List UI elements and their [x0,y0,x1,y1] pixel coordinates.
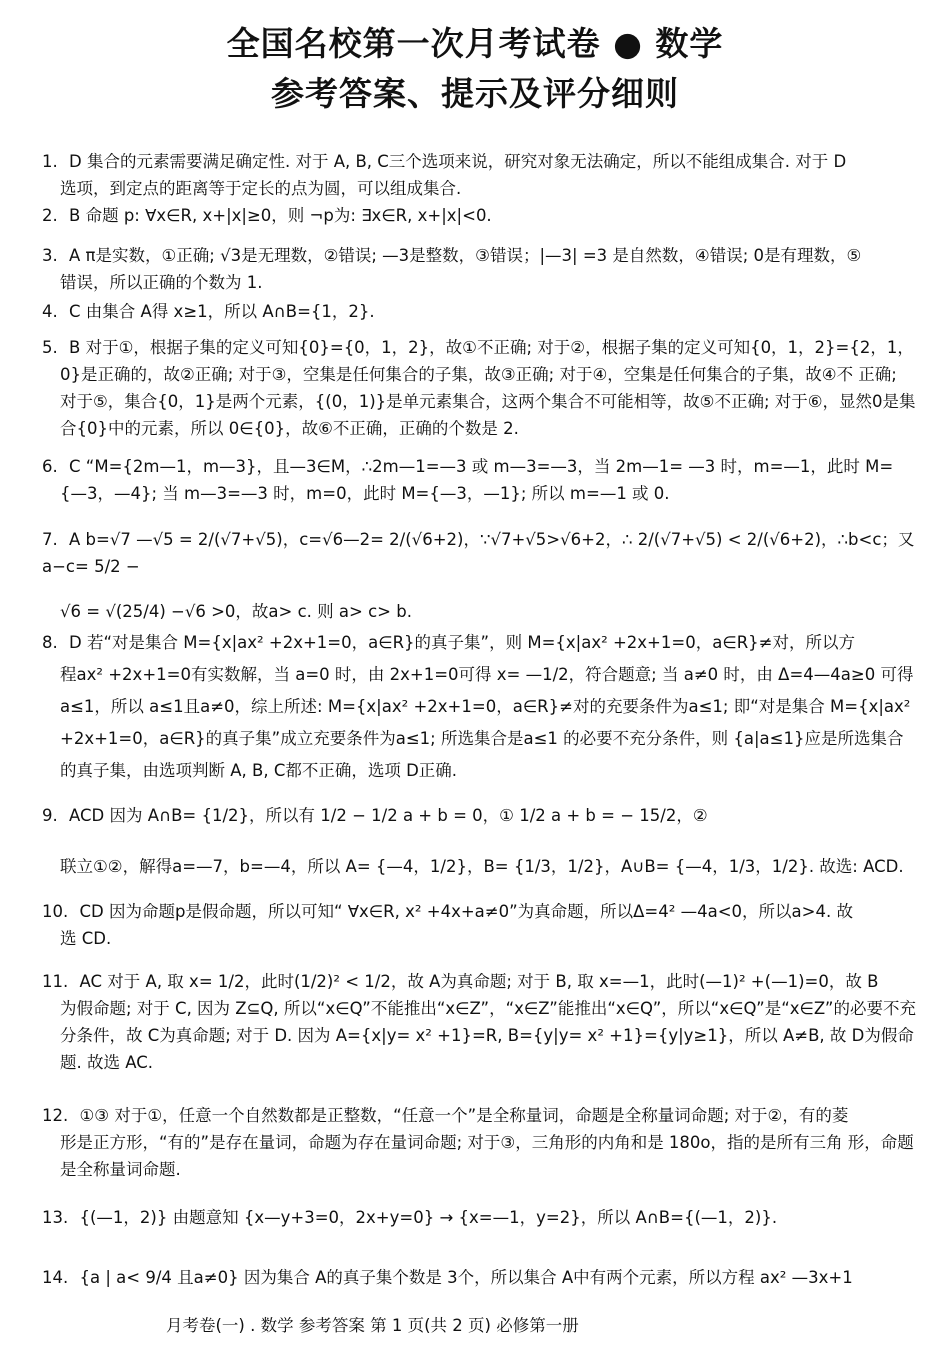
item-answer: B [69,206,81,225]
item-number: 5. [42,338,58,357]
item-text-continued: 错误，所以正确的个数为 1. [60,273,263,292]
item-number: 11. [42,972,69,991]
item-answer: CD [79,902,104,921]
item-number: 2. [42,206,58,225]
item-text-continued: 形是正方形，“有的”是存在量词，命题为存在量词命题; 对于③，三角形的内角和是 180o，指的是所有三角 形，命题是全称量词命题. [60,1133,914,1179]
item-text: b=√7 —√5 = 2/(√7+√5)，c=√6—2= 2/(√6+2)，∵√7+√5>√6+2，∴ 2/(√7+√5) < 2/(√6+2)，∴b<c；又 a−c= 5/2 − [42,530,915,576]
item-number: 12. [42,1106,69,1125]
item-text: 若“对是集合 M={x|ax² +2x+1=0，a∈R}的真子集”，则 M={x|ax² +2x+1=0，a∈R}≠对，所以方 [86,633,855,652]
item-text: 由集合 A得 x≥1，所以 A∩B={1，2}. [85,302,375,321]
answer-item-2 [42,202,918,229]
item-answer: C [69,302,81,321]
item-text-continued: 选 CD. [60,929,112,948]
item-text: 对于①，根据子集的定义可知{0}={0，1，2}，故①不正确; 对于②，根据子集的定义可知{0，1，2}={2，1， [85,338,914,357]
item-answer: ①③ [79,1106,110,1125]
item-text-continued: 选项，到定点的距离等于定长的点为圆，可以组成集合. [60,179,462,198]
page-footer: 月考卷(一) . 数学 参考答案 第 1 页(共 2 页) 必修第一册 [166,1316,579,1335]
item-number: 14. [42,1268,69,1287]
answer-item-4 [42,298,918,325]
item-text-continued: 程ax² +2x+1=0有实数解，当 a=0 时，由 2x+1=0可得 x= —1/2，符合题意; 当 a≠0 时，由 Δ=4—4a≥0 可得a≤1，所以 a≤1且a≠0，综上所述: M={x|ax² +2x+1=0，a∈R}≠对的充要条件为a≤1; 即“对是集合 M={x|ax² +2x+1=0，a∈R}的真子集”成立充要条件为a≤1; 所选集合是a≤1 的必要不充分条件，则 {a|a≤1}应是所选集合的真子集，由选项判断 A, B, C都不正确，选项 D正确. [60,665,914,780]
item-text: 因为命题p是假命题，所以可知“ ∀x∈R, x² +4x+a≠0”为真命题，所以Δ=4² —4a<0，所以a>4. 故 [108,902,853,921]
answer-item-5 [42,334,918,442]
item-answer: C [69,457,81,476]
item-answer: D [69,633,82,652]
item-text: π是实数，①正确; √3是无理数，②错误; —3是整数，③错误；|—3| =3 是自然数，④错误; 0是有理数，⑤ [85,246,862,265]
item-number: 1. [42,152,58,171]
answer-item-3 [42,242,918,296]
item-text-continued: 为假命题; 对于 C, 因为 Z⊆Q, 所以“x∈Q”不能推出“x∈Z”，“x∈Z”能推出“x∈Q”，所以“x∈Q”是“x∈Z”的必要不充分条件，故 C为真命题; 对于 D. 因为 A={x|y= x² +1}=R, B={y|y= x² +1}={y|y≥1}，所以 A≠B, 故 D为假命题. 故选 AC. [60,999,916,1072]
item-text: 命题 p: ∀x∈R, x+|x|≥0，则 ¬p为: ∃x∈R, x+|x|<0. [85,206,492,225]
item-answer: AC [79,972,103,991]
item-number: 4. [42,302,58,321]
item-number: 8. [42,633,58,652]
page-title-line1: 全国名校第一次月考试卷 ● 数学 [226,24,724,63]
item-text: 对于①，任意一个自然数都是正整数，“任意一个”是全称量词，命题是全称量词命题; 对于②，有的菱 [114,1106,849,1125]
item-text: 集合的元素需要满足确定性. 对于 A, B, C三个选项来说，研究对象无法确定，所以不能组成集合. 对于 D [86,152,847,171]
item-answer: D [69,152,82,171]
item-number: 7. [42,530,58,549]
page-title-line2: 参考答案、提示及评分细则 [271,74,679,113]
item-answer: ACD [69,806,105,825]
answer-item-11 [42,968,918,1076]
item-number: 3. [42,246,58,265]
answer-item-14 [42,1264,918,1291]
answer-item-8 [42,627,918,787]
item-text: 由题意知 {x—y+3=0，2x+y=0} → {x=—1，y=2}，所以 A∩B={(—1，2)}. [172,1208,778,1227]
item-answer: A [69,246,81,265]
item-text: 因为集合 A的真子集个数是 3个，所以集合 A中有两个元素，所以方程 ax² —3x+1 [243,1268,853,1287]
answer-item-1 [42,148,918,202]
item-answer: B [69,338,81,357]
item-answer: {(—1，2)} [79,1208,168,1227]
item-answer: {a | a< 9/4 且a≠0} [79,1268,239,1287]
item-answer: A [69,530,81,549]
item-text-continued: 联立①②，解得a=—7，b=—4，所以 A= {—4，1/2}，B= {1/3，1/2}，A∪B= {—4，1/3，1/2}. 故选: ACD. [60,857,904,876]
answer-item-10 [42,898,918,952]
answer-item-12 [42,1102,918,1183]
answer-item-7 [42,526,918,625]
answer-item-13 [42,1204,918,1231]
item-text: 对于 A, 取 x= 1/2，此时(1/2)² < 1/2，故 A为真命题; 对于 B, 取 x=—1，此时(—1)² +(—1)=0，故 B [107,972,879,991]
answer-item-6 [42,453,918,507]
item-text-continued: √6 = √(25/4) −√6 >0，故a> c. 则 a> c> b. [60,602,412,621]
item-number: 10. [42,902,69,921]
item-text: “M={2m—1，m—3}，且—3∈M，∴2m—1=—3 或 m—3=—3，当 2m—1= —3 时，m=—1，此时 M= [85,457,894,476]
item-number: 9. [42,806,58,825]
item-text-continued: 0}是正确的，故②正确; 对于③，空集是任何集合的子集，故③正确; 对于④，空集是任何集合的子集，故④不 正确; 对于⑤，集合{0，1}是两个元素，{(0，1)}是单元素集合，这两个集合不可能相等，故⑤不正确; 对于⑥，显然0是集合{0}中的元素，所以 0∈{0}，故⑥不正确，正确的个数是 2. [60,365,916,438]
item-number: 13. [42,1208,69,1227]
item-text: 因为 A∩B= {1/2}，所以有 1/2 − 1/2 a + b = 0，① 1/2 a + b = − 15/2，② [109,806,708,825]
answer-item-9 [42,802,918,880]
item-number: 6. [42,457,58,476]
item-text-continued: {—3，—4}; 当 m—3=—3 时，m=0，此时 M={—3，—1}; 所以 m=—1 或 0. [60,484,670,503]
